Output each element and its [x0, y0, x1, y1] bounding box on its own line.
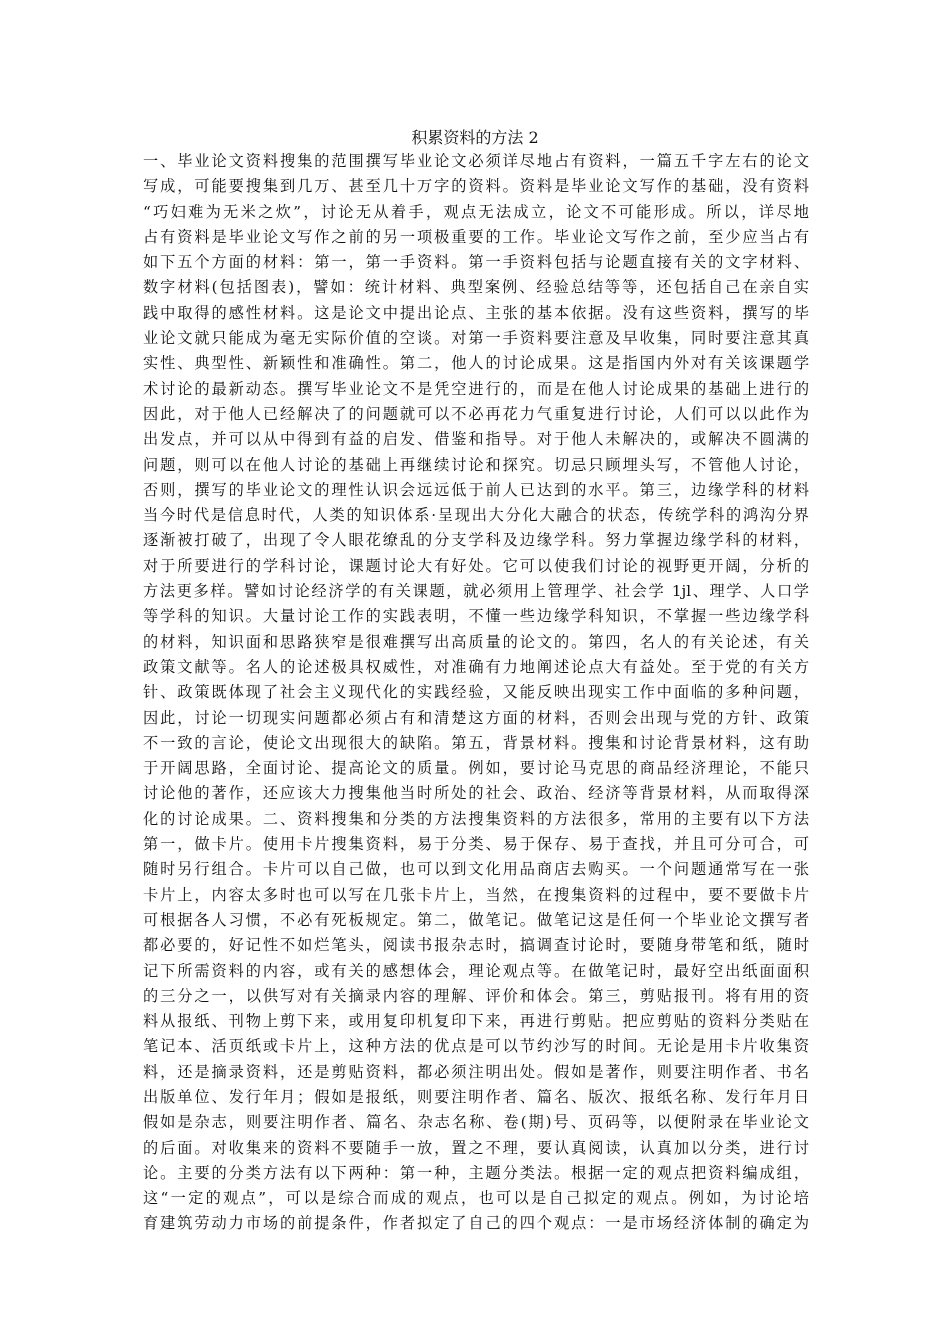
body-text-line: 料，还是摘录资料，还是剪贴资料，都必须注明出处。假如是著作，则要注明作者、书名 [143, 1062, 809, 1081]
body-text-line: 化的讨论成果。二、资料搜集和分类的方法搜集资料的方法很多，常用的主要有以下方法 [143, 809, 809, 828]
body-text-line: 占有资料是毕业论文写作之前的另一项极重要的工作。毕业论文写作之前，至少应当占有 [143, 227, 809, 246]
body-text-line: 的材料，知识面和思路狭窄是很难撰写出高质量的论文的。第四，名人的有关论述，有关 [143, 632, 809, 651]
body-text-line: 写成，可能要搜集到几万、甚至几十万字的资料。资料是毕业论文写作的基础，没有资料 [143, 177, 809, 196]
body-text-line: 实性、典型性、新颖性和准确性。第二，他人的讨论成果。这是指国内外对有关该课题学 [143, 354, 809, 373]
body-text-line: 如下五个方面的材料：第一，第一手资料。第一手资料包括与论题直接有关的文字材料、 [143, 253, 809, 272]
body-text-line: 否则，撰写的毕业论文的理性认识会远远低于前人已达到的水平。第三，边缘学科的材料 [143, 480, 809, 499]
body-text-line: 随时另行组合。卡片可以自己做，也可以到文化用品商店去购买。一个问题通常写在一张 [143, 860, 809, 879]
body-text-line: 的后面。对收集来的资料不要随手一放，置之不理，要认真阅读，认真加以分类，进行讨 [143, 1138, 809, 1157]
body-text-line: 数字材料(包括图表)，譬如：统计材料、典型案例、经验总结等等，还包括自己在亲自实 [143, 278, 809, 297]
body-text-line: 笔记本、活页纸或卡片上，这种方法的优点是可以节约沙写的时间。无论是用卡片收集资 [143, 1037, 809, 1056]
body-text-line: 业论文就只能成为毫无实际价值的空谈。对第一手资料要注意及早收集，同时要注意其真 [143, 329, 809, 348]
body-text-line: 记下所需资料的内容，或有关的感想体会，理论观点等。在做笔记时，最好空出纸面面积 [143, 961, 809, 980]
body-text-line: 不一致的言论，使论文出现很大的缺陷。第五，背景材料。搜集和讨论背景材料，这有助 [143, 733, 809, 752]
body-text-line: 逐渐被打破了，出现了令人眼花缭乱的分支学科及边缘学科。努力掌握边缘学科的材料， [143, 531, 809, 550]
body-text-line: 都必要的，好记性不如烂笔头，阅读书报杂志时，搞调查讨论时，要随身带笔和纸，随时 [143, 936, 809, 955]
body-text-line: 等学科的知识。大量讨论工作的实践表明，不懂一些边缘学科知识，不掌握一些边缘学科 [143, 607, 809, 626]
document-body [143, 149, 809, 1237]
body-text-line: 假如是杂志，则要注明作者、篇名、杂志名称、卷(期)号、页码等，以便附录在毕业论文 [143, 1113, 809, 1132]
body-text-line: 一、毕业论文资料搜集的范围撰写毕业论文必须详尽地占有资料，一篇五千字左右的论文 [143, 152, 809, 170]
body-text-line: 因此，讨论一切现实问题都必须占有和清楚这方面的材料，否则会出现与党的方针、政策 [143, 708, 809, 727]
body-text-line: 这“一定的观点”，可以是综合而成的观点，也可以是自己拟定的观点。例如，为讨论培 [143, 1189, 809, 1208]
body-text-line: 出版单位、发行年月；假如是报纸，则要注明作者、篇名、版次、报纸名称、发行年月日 [143, 1087, 809, 1106]
body-text-line: 术讨论的最新动态。撰写毕业论文不是凭空进行的，而是在他人讨论成果的基础上进行的 [143, 379, 809, 398]
body-text-line: 方法更多样。譬如讨论经济学的有关课题，就必须用上管理学、社会学 1jl、理学、人口学 [143, 582, 809, 601]
body-text-line: 政策文献等。名人的论述极具权威性，对准确有力地阐述论点大有益处。至于党的有关方 [143, 657, 809, 676]
body-text-line: 育建筑劳动力市场的前提条件，作者拟定了自己的四个观点：一是市场经济体制的确定为 [143, 1214, 809, 1233]
body-text-line: 论。主要的分类方法有以下两种：第一种，主题分类法。根据一定的观点把资料编成组， [143, 1163, 809, 1182]
body-text-line: 第一，做卡片。使用卡片搜集资料，易于分类、易于保存、易于查找，并且可分可合，可 [143, 835, 809, 854]
body-text-line: 于开阔思路，全面讨论、提高论文的质量。例如，要讨论马克思的商品经济理论，不能只 [143, 759, 809, 778]
body-text-line: 卡片上，内容太多时也可以写在几张卡片上，当然，在搜集资料的过程中，要不要做卡片 [143, 885, 809, 904]
document-title: 积累资料的方法 2 [411, 128, 539, 147]
body-text-line: 针、政策既体现了社会主义现代化的实践经验，又能反映出现实工作中面临的多种问题， [143, 683, 809, 702]
body-text-line: 料从报纸、刊物上剪下来，或用复印机复印下来，再进行剪贴。把应剪贴的资料分类贴在 [143, 1012, 809, 1031]
body-text-line: 问题，则可以在他人讨论的基础上再继续讨论和探究。切忌只顾埋头写，不管他人讨论， [143, 455, 809, 474]
body-text-line: 出发点，并可以从中得到有益的启发、借鉴和指导。对于他人未解决的，或解决不圆满的 [143, 430, 809, 449]
body-text-line: 的三分之一，以供写对有关摘录内容的理解、评价和体会。第三，剪贴报刊。将有用的资 [143, 986, 809, 1005]
body-text-line: “巧妇难为无米之炊”，讨论无从着手，观点无法成立，论文不可能形成。所以，详尽地 [143, 202, 809, 221]
body-text-line: 践中取得的感性材料。这是论文中提出论点、主张的基本依据。没有这些资料，撰写的毕 [143, 303, 809, 322]
body-text-line: 当今时代是信息时代，人类的知识体系·呈现出大分化大融合的状态，传统学科的鸿沟分界 [143, 506, 809, 525]
body-text-line: 可根据各人习惯，不必有死板规定。第二，做笔记。做笔记这是任何一个毕业论文撰写者 [143, 910, 809, 929]
body-text-line: 对于所要进行的学科讨论，课题讨论大有好处。它可以使我们讨论的视野更开阔，分析的 [143, 556, 809, 575]
body-text-line: 因此，对于他人已经解决了的问题就可以不必再花力气重复进行讨论，人们可以以此作为 [143, 404, 809, 423]
body-text-line: 讨论他的著作，还应该大力搜集他当时所处的社会、政治、经济等背景材料，从而取得深 [143, 784, 809, 803]
